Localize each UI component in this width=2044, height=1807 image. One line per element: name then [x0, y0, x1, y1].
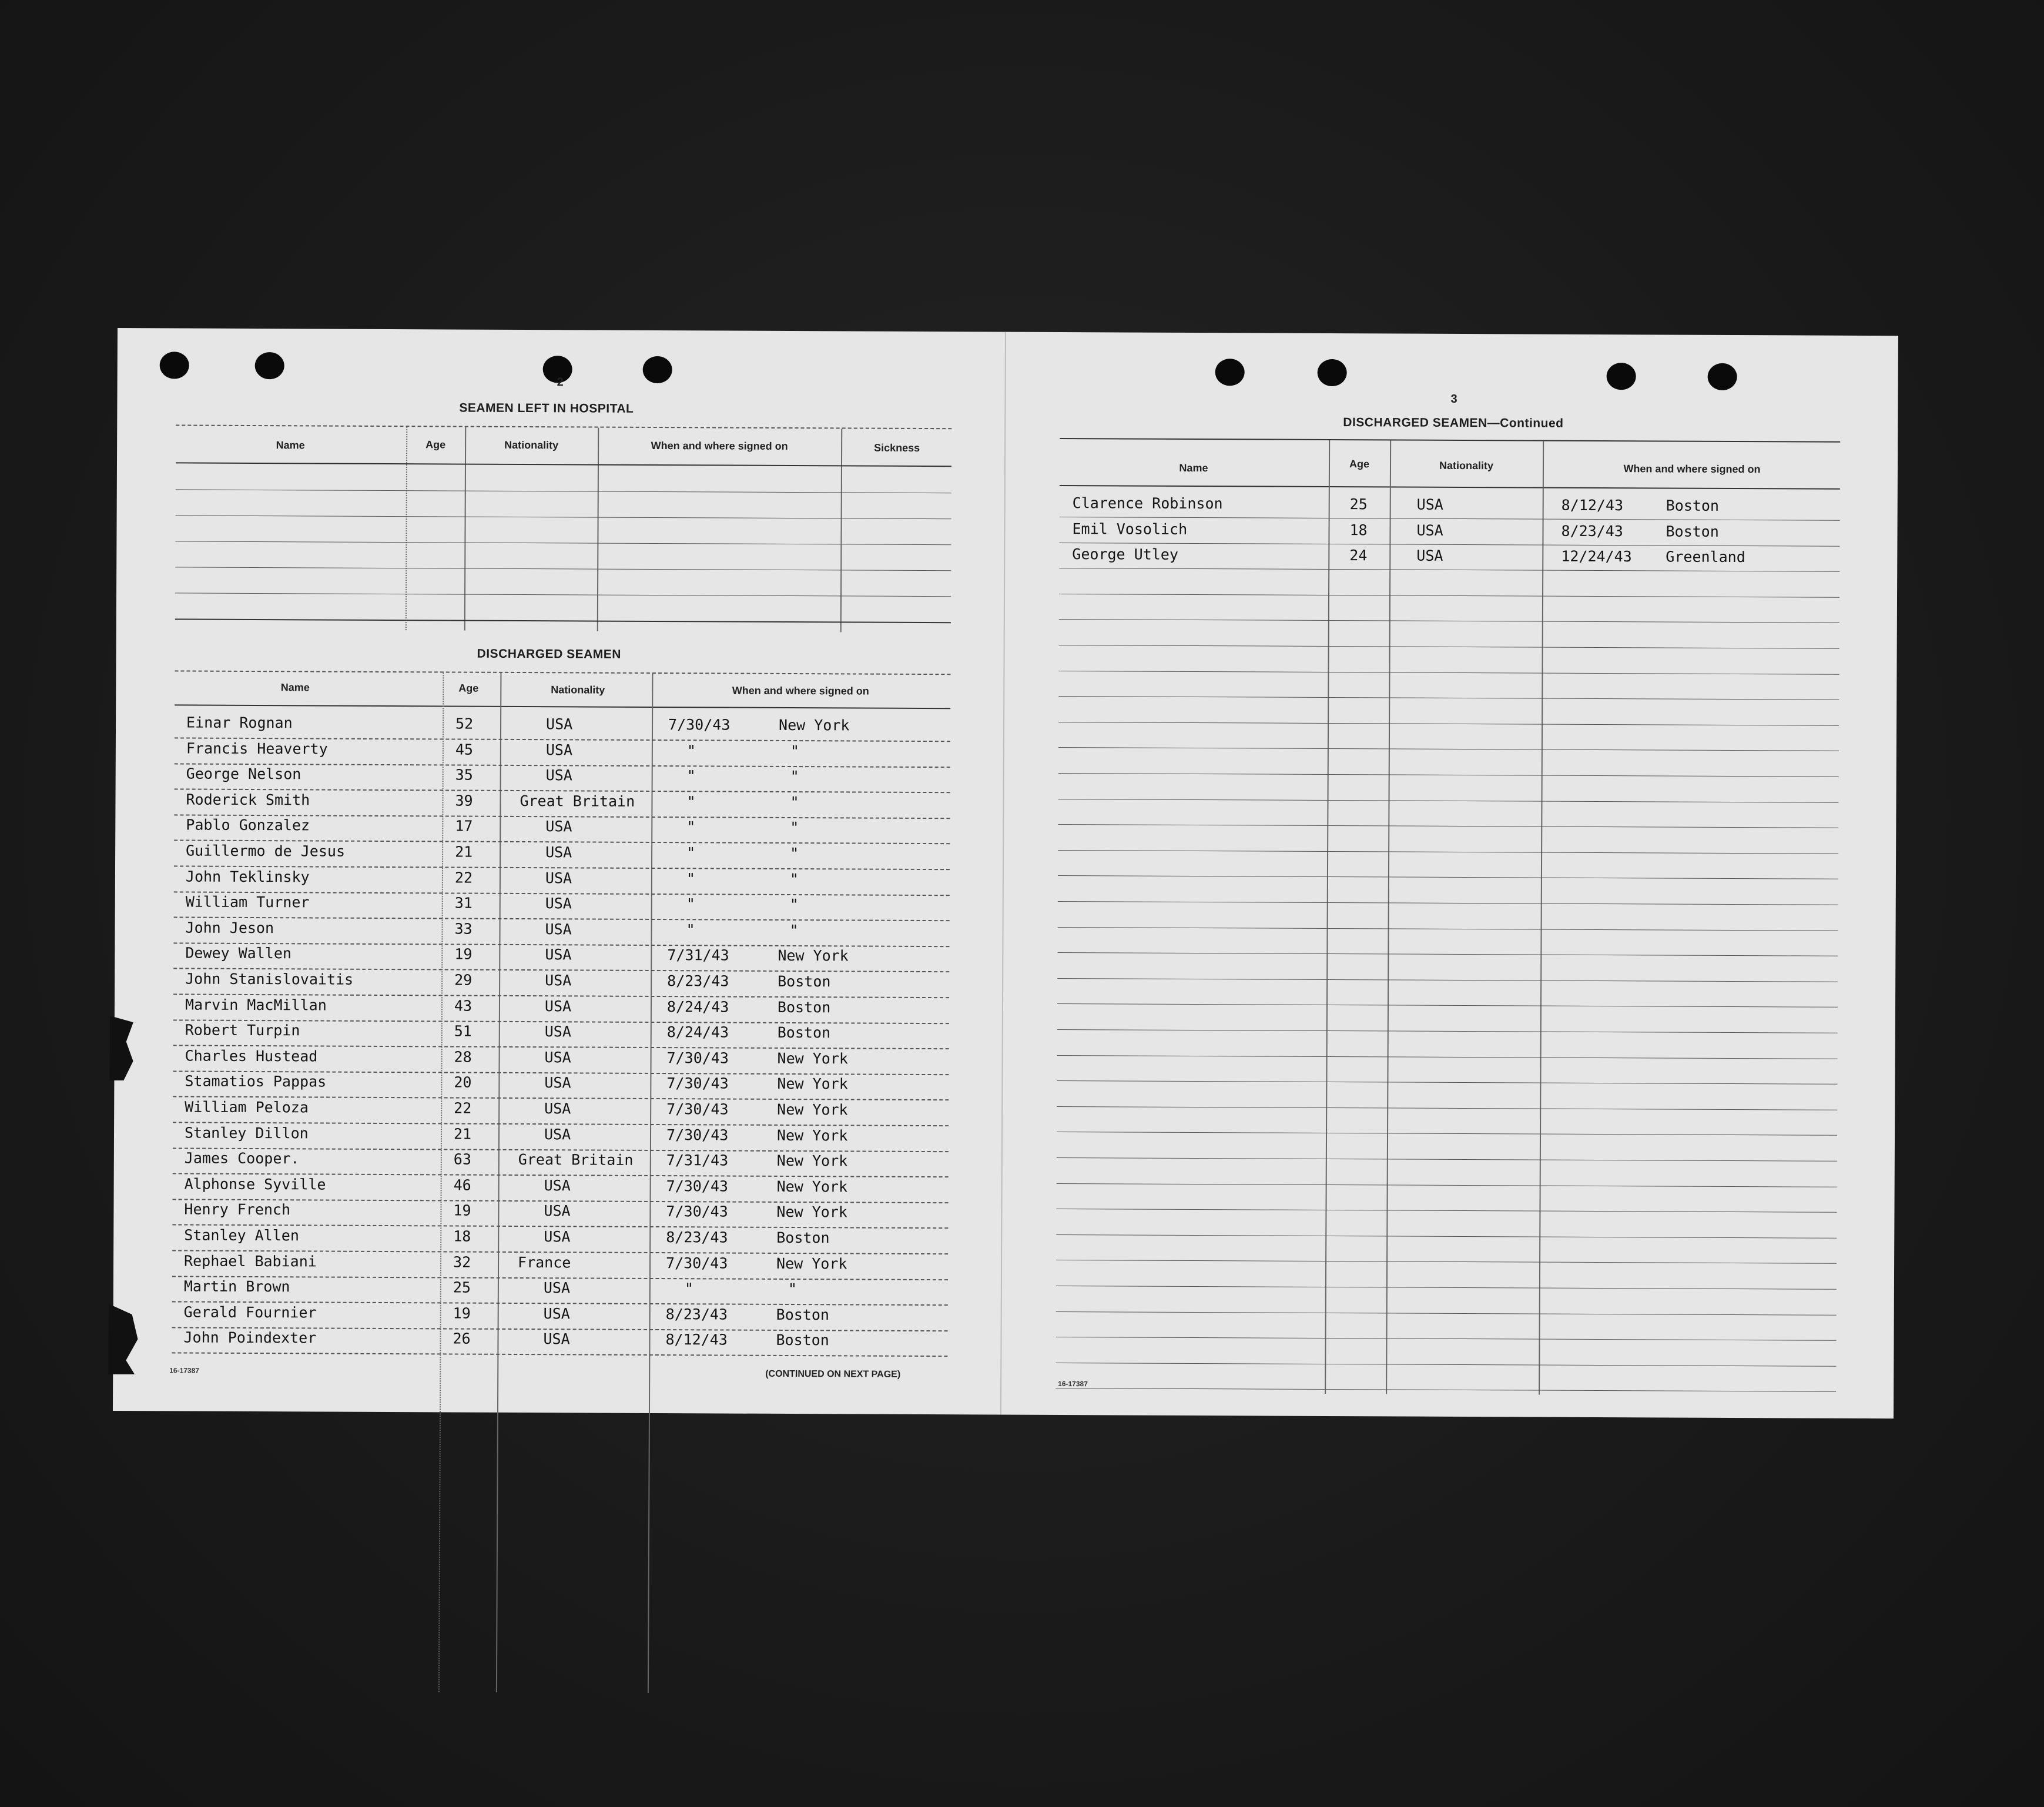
row-rule	[1057, 1106, 1837, 1110]
row-name: Martin Brown	[183, 1277, 290, 1296]
row-place: New York	[777, 1075, 848, 1093]
row-nationality: USA	[1416, 547, 1443, 565]
row-name: Roderick Smith	[186, 791, 310, 809]
column-divider	[597, 428, 599, 631]
row-nationality: USA	[544, 1176, 571, 1194]
row-date: 7/31/43	[667, 946, 729, 964]
row-date: 12/24/43	[1561, 547, 1632, 565]
row-age: 21	[453, 1125, 472, 1143]
row-name: Henry French	[184, 1200, 291, 1219]
column-divider	[1539, 441, 1544, 1395]
row-rule	[1058, 901, 1838, 905]
row-age: 29	[454, 971, 473, 989]
row-age: 32	[453, 1253, 471, 1271]
row-nationality: USA	[545, 869, 572, 886]
row-nationality: Great Britain	[520, 792, 635, 810]
row-age: 31	[454, 894, 473, 912]
row-place: "	[790, 768, 799, 785]
row-nationality: USA	[545, 767, 572, 784]
row-name: Emil Vosolich	[1072, 520, 1188, 538]
form-number: 16-17387	[1058, 1379, 1088, 1388]
table-rule	[1060, 438, 1840, 443]
row-place: Boston	[776, 1229, 830, 1247]
row-rule	[1058, 850, 1838, 854]
row-name: Stanley Dillon	[184, 1124, 309, 1142]
row-rule	[1057, 1080, 1837, 1085]
row-rule	[1058, 747, 1839, 751]
row-age: 24	[1349, 547, 1368, 564]
row-place: New York	[776, 1203, 847, 1221]
table-rule	[1060, 485, 1840, 490]
row-name: William Peloza	[185, 1098, 309, 1116]
row-age: 18	[1349, 521, 1368, 538]
row-date: "	[686, 793, 696, 811]
row-nationality: USA	[544, 1202, 571, 1220]
form-number: 16-17387	[169, 1366, 200, 1375]
row-nationality: Great Britain	[518, 1151, 634, 1169]
row-rule	[1056, 1286, 1837, 1290]
row-name: Rephael Babiani	[184, 1252, 317, 1270]
discharged-continued-title: DISCHARGED SEAMEN—Continued	[1343, 416, 1564, 430]
row-name: John Stanislovaitis	[185, 970, 354, 988]
row-age: 18	[453, 1227, 471, 1245]
row-rule	[1056, 1260, 1837, 1264]
table-rule	[176, 462, 951, 467]
row-name: John Teklinsky	[185, 868, 310, 886]
document-sheet	[113, 328, 1898, 1418]
row-name: William Turner	[185, 893, 310, 911]
row-date: 8/24/43	[666, 998, 729, 1016]
row-nationality: USA	[545, 972, 572, 989]
row-age: 19	[453, 1304, 471, 1322]
row-name: Clarence Robinson	[1072, 494, 1223, 513]
row-date: 8/23/43	[1561, 522, 1623, 540]
row-place: Boston	[778, 972, 831, 990]
column-divider	[406, 427, 408, 630]
hospital-section-title: SEAMEN LEFT IN HOSPITAL	[459, 401, 634, 416]
row-rule	[1058, 696, 1839, 700]
torn-edge	[108, 1304, 138, 1374]
punch-hole	[643, 356, 672, 383]
row-nationality: USA	[545, 920, 572, 938]
column-header-signed-on: When and where signed on	[1623, 463, 1761, 476]
table-rule	[175, 541, 951, 545]
table-rule	[175, 618, 951, 623]
row-age: 26	[453, 1330, 471, 1348]
right-page	[1001, 332, 1898, 1419]
row-name: John Poindexter	[183, 1329, 317, 1347]
table-rule	[175, 593, 951, 597]
column-header-nationality: Nationality	[504, 439, 559, 451]
row-place: Boston	[1666, 523, 1719, 540]
table-rule	[175, 670, 950, 675]
row-age: 20	[454, 1073, 472, 1092]
row-nationality: USA	[544, 1100, 571, 1117]
row-age: 28	[454, 1048, 472, 1066]
row-rule	[1058, 773, 1839, 777]
row-place: Boston	[776, 1306, 830, 1324]
row-date: 8/24/43	[666, 1023, 729, 1041]
row-date: "	[686, 844, 696, 862]
punch-hole	[1215, 359, 1245, 386]
column-header-nationality: Nationality	[551, 684, 605, 696]
row-place: New York	[779, 716, 850, 734]
row-place: New York	[776, 1177, 848, 1196]
punch-hole	[1708, 363, 1737, 390]
row-place: Boston	[1666, 497, 1720, 514]
row-nationality: USA	[544, 1074, 571, 1092]
row-date: 7/30/43	[666, 1203, 728, 1220]
row-place: "	[789, 896, 799, 913]
row-rule	[1059, 619, 1839, 623]
row-nationality: USA	[543, 1304, 570, 1323]
table-rule	[175, 567, 951, 571]
column-divider	[1325, 440, 1330, 1394]
page-number: 2	[557, 376, 564, 389]
row-name: Dewey Wallen	[185, 944, 292, 962]
row-nationality: USA	[544, 1125, 571, 1143]
row-rule	[1059, 645, 1839, 649]
row-date: 7/30/43	[666, 1177, 729, 1195]
row-nationality: USA	[545, 946, 572, 963]
row-place: Boston	[777, 998, 831, 1016]
page-number: 3	[1450, 392, 1457, 406]
row-age: 19	[453, 1202, 471, 1220]
row-place: New York	[778, 947, 849, 965]
column-header-nationality: Nationality	[1439, 459, 1494, 472]
row-age: 63	[453, 1150, 472, 1168]
column-header-sickness: Sickness	[874, 441, 920, 454]
row-nationality: USA	[543, 1330, 570, 1348]
row-rule	[1057, 1132, 1837, 1136]
row-age: 22	[454, 869, 473, 886]
table-rule	[176, 515, 951, 519]
row-rule	[1058, 799, 1839, 803]
column-header-age: Age	[1349, 458, 1370, 470]
row-date: 7/30/43	[666, 1100, 729, 1118]
row-place: Boston	[777, 1024, 831, 1042]
row-name: Marvin MacMillan	[185, 996, 327, 1014]
column-header-name: Name	[280, 681, 310, 694]
row-place: New York	[776, 1254, 847, 1273]
row-date: 8/23/43	[666, 1229, 728, 1246]
row-rule	[1057, 1183, 1837, 1187]
row-place: "	[789, 870, 799, 888]
row-date: "	[686, 921, 695, 939]
row-name: Stanley Allen	[184, 1226, 300, 1244]
row-rule	[1055, 1388, 1836, 1392]
row-date: 7/30/43	[666, 1049, 729, 1067]
row-rule	[1058, 927, 1838, 931]
row-nationality: USA	[1416, 521, 1443, 539]
row-age: 19	[454, 945, 473, 963]
row-place: "	[790, 742, 799, 759]
row-date: 7/30/43	[666, 1075, 729, 1092]
row-age: 21	[455, 843, 473, 861]
column-header-signed-on: When and where signed on	[732, 684, 869, 697]
row-place: "	[790, 793, 799, 811]
row-rule	[1057, 1003, 1838, 1008]
table-rule	[176, 424, 951, 429]
row-name: Robert Turpin	[185, 1021, 300, 1039]
row-name: Francis Heaverty	[186, 739, 328, 758]
row-place: New York	[776, 1126, 848, 1145]
row-place: New York	[776, 1152, 848, 1170]
row-rule	[1059, 594, 1839, 598]
row-rule	[1059, 568, 1839, 572]
row-nationality: USA	[545, 895, 572, 912]
column-header-age: Age	[425, 439, 446, 451]
row-nationality: USA	[545, 844, 572, 861]
column-divider	[464, 427, 467, 631]
row-date: "	[686, 741, 696, 759]
row-rule	[1056, 1209, 1837, 1213]
row-age: 22	[454, 1099, 472, 1117]
row-nationality: USA	[545, 741, 573, 758]
row-name: Stamatios Pappas	[185, 1072, 327, 1090]
row-place: "	[789, 921, 799, 939]
row-rule	[1058, 671, 1839, 675]
row-name: Pablo Gonzalez	[186, 816, 310, 834]
row-date: 8/12/43	[1561, 496, 1624, 514]
row-date: "	[686, 869, 696, 887]
punch-hole	[1607, 363, 1636, 390]
row-rule	[1056, 1337, 1837, 1341]
row-place: Greenland	[1666, 548, 1745, 566]
row-place: Boston	[776, 1331, 829, 1349]
row-age: 51	[454, 1022, 472, 1040]
row-date: 8/23/43	[667, 972, 729, 990]
row-date: 7/30/43	[668, 716, 731, 734]
row-nationality: USA	[544, 1048, 571, 1066]
row-rule	[172, 1353, 947, 1357]
row-nationality: USA	[1416, 496, 1443, 513]
row-date: 8/23/43	[665, 1305, 728, 1323]
discharged-section-title: DISCHARGED SEAMEN	[477, 647, 621, 661]
row-name: Einar Rognan	[186, 714, 293, 732]
continued-note: (CONTINUED ON NEXT PAGE)	[765, 1368, 901, 1380]
column-header-age: Age	[458, 682, 479, 694]
column-divider	[840, 429, 843, 632]
punch-hole	[255, 352, 284, 379]
row-rule	[1057, 1055, 1838, 1059]
row-nationality: USA	[545, 818, 572, 835]
row-nationality: USA	[544, 1228, 571, 1246]
row-name: Gerald Fournier	[183, 1303, 317, 1321]
row-age: 46	[453, 1176, 471, 1194]
row-rule	[1058, 722, 1839, 726]
row-nationality: France	[518, 1253, 571, 1271]
row-name: Alphonse Syville	[184, 1175, 326, 1193]
row-place: "	[790, 819, 799, 836]
row-age: 25	[1349, 496, 1368, 513]
row-age: 35	[455, 766, 473, 784]
column-divider	[1386, 440, 1391, 1394]
row-age: 25	[453, 1279, 471, 1296]
row-place: New York	[777, 1049, 849, 1068]
row-name: George Nelson	[186, 765, 301, 783]
row-name: James Cooper.	[184, 1149, 300, 1167]
row-age: 45	[455, 741, 474, 758]
row-rule	[1057, 952, 1838, 956]
column-header-name: Name	[1179, 461, 1208, 474]
row-name: Charles Hustead	[185, 1047, 318, 1065]
row-age: 52	[455, 715, 474, 732]
punch-hole	[1318, 359, 1347, 386]
row-rule	[1058, 824, 1838, 828]
row-age: 17	[455, 817, 473, 835]
row-nationality: USA	[544, 997, 572, 1015]
row-place: "	[788, 1280, 798, 1298]
row-rule	[1056, 1311, 1837, 1316]
row-rule	[1055, 1363, 1836, 1367]
left-page	[113, 328, 1005, 1415]
row-nationality: USA	[543, 1279, 571, 1297]
row-age: 43	[454, 997, 473, 1015]
table-rule	[176, 489, 951, 493]
row-name: John Jeson	[185, 919, 274, 936]
column-header-name: Name	[276, 439, 305, 451]
column-header-signed-on: When and where signed on	[651, 439, 788, 452]
row-date: 8/12/43	[665, 1331, 728, 1348]
row-date: 7/30/43	[666, 1126, 729, 1144]
row-date: "	[686, 818, 696, 836]
row-date: "	[684, 1280, 694, 1297]
row-date: 7/30/43	[666, 1254, 728, 1272]
row-age: 39	[455, 792, 473, 809]
row-date: "	[686, 895, 695, 913]
row-place: New York	[777, 1100, 848, 1119]
row-age: 33	[454, 920, 473, 938]
row-rule	[1058, 875, 1838, 879]
row-rule	[1057, 1157, 1837, 1162]
row-date: "	[686, 767, 696, 785]
row-rule	[1057, 978, 1838, 982]
row-place: "	[790, 845, 799, 862]
row-rule	[1056, 1234, 1837, 1239]
row-name: Guillermo de Jesus	[186, 842, 346, 860]
punch-hole	[160, 352, 189, 379]
torn-edge	[109, 1016, 133, 1080]
row-rule	[1057, 1029, 1838, 1033]
row-date: 7/31/43	[666, 1152, 729, 1169]
table-rule	[175, 704, 950, 709]
row-nationality: USA	[544, 1023, 572, 1040]
row-name: George Utley	[1072, 546, 1179, 564]
row-nationality: USA	[546, 715, 573, 733]
